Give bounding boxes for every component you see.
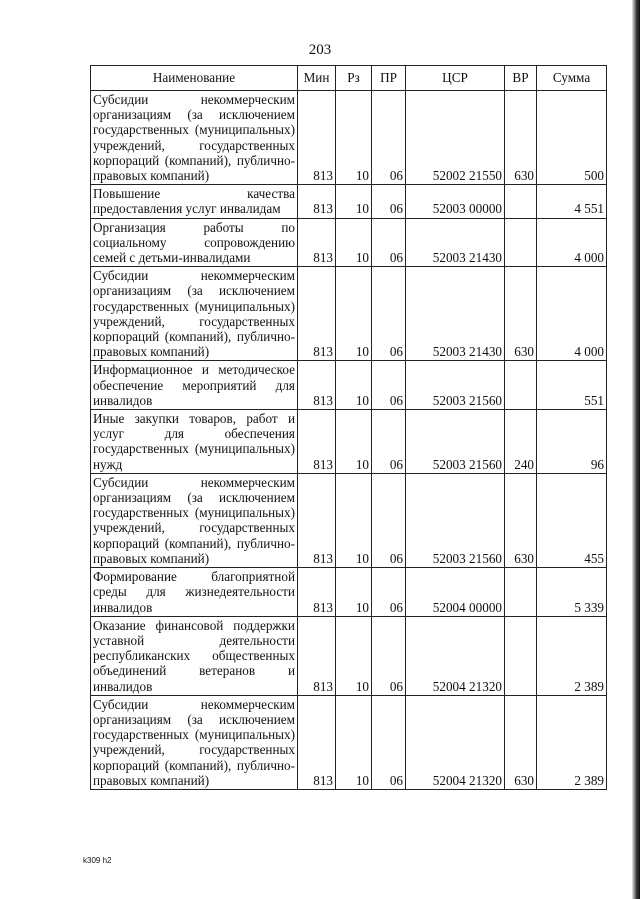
row-csr: 52004 00000: [406, 568, 505, 617]
row-sum: 5 339: [537, 568, 607, 617]
table-row: [91, 616, 607, 695]
row-rz: 10: [336, 361, 372, 410]
table-row: [91, 568, 607, 617]
row-sum: 96: [537, 410, 607, 474]
row-pr: 06: [372, 568, 406, 617]
row-name: Формирование благоприятной среды для жизнедеятельности инвалидов: [91, 568, 298, 617]
row-vr: [505, 616, 537, 695]
row-sum: 4 000: [537, 267, 607, 361]
row-sum: 4 000: [537, 218, 607, 267]
header-name: Наименование: [91, 66, 298, 91]
row-vr: 630: [505, 695, 537, 789]
row-vr: 630: [505, 473, 537, 567]
row-vr: [505, 568, 537, 617]
table-row: [91, 361, 607, 410]
table-row: [91, 218, 607, 267]
row-name: Субсидии некоммерческим организациям (за исключением государственных (муниципальных) учреждений, государственных корпораций (компаний), публично-правовых компаний): [91, 695, 298, 789]
row-pr: 06: [372, 473, 406, 567]
row-pr: 06: [372, 218, 406, 267]
row-name: Иные закупки товаров, работ и услуг для обеспечения государственных (муниципальных) нужд: [91, 410, 298, 474]
row-rz: 10: [336, 218, 372, 267]
row-name: Субсидии некоммерческим организациям (за исключением государственных (муниципальных) учреждений, государственных корпораций (компаний), публично-правовых компаний): [91, 473, 298, 567]
row-sum: 2 389: [537, 616, 607, 695]
row-csr: 52003 21560: [406, 410, 505, 474]
row-rz: 10: [336, 568, 372, 617]
header-min: Мин: [298, 66, 336, 91]
row-min: 813: [298, 361, 336, 410]
row-csr: 52002 21550: [406, 91, 505, 185]
row-min: 813: [298, 267, 336, 361]
budget-table-container: [90, 65, 606, 790]
row-csr: 52003 21560: [406, 361, 505, 410]
row-csr: 52004 21320: [406, 616, 505, 695]
row-name: Повышение качества предоставления услуг инвалидам: [91, 185, 298, 218]
footer-code: k309 h2: [83, 856, 112, 865]
row-rz: 10: [336, 473, 372, 567]
row-rz: 10: [336, 410, 372, 474]
row-sum: 500: [537, 91, 607, 185]
row-sum: 4 551: [537, 185, 607, 218]
row-pr: 06: [372, 267, 406, 361]
table-body: [91, 91, 607, 790]
row-sum: 551: [537, 361, 607, 410]
row-min: 813: [298, 218, 336, 267]
row-vr: [505, 218, 537, 267]
row-pr: 06: [372, 410, 406, 474]
row-pr: 06: [372, 185, 406, 218]
row-vr: 630: [505, 91, 537, 185]
row-vr: 630: [505, 267, 537, 361]
row-name: Организация работы по социальному сопровождению семей с детьми-инвалидами: [91, 218, 298, 267]
row-min: 813: [298, 616, 336, 695]
row-rz: 10: [336, 616, 372, 695]
row-pr: 06: [372, 695, 406, 789]
row-vr: 240: [505, 410, 537, 474]
table-row: [91, 91, 607, 185]
row-csr: 52003 21430: [406, 218, 505, 267]
row-sum: 2 389: [537, 695, 607, 789]
row-name: Субсидии некоммерческим организациям (за исключением государственных (муниципальных) учреждений, государственных корпораций (компаний), публично-правовых компаний): [91, 267, 298, 361]
row-min: 813: [298, 473, 336, 567]
scan-edge-shadow: [632, 0, 640, 899]
header-csr: ЦСР: [406, 66, 505, 91]
table-header-row: [91, 66, 607, 91]
row-pr: 06: [372, 91, 406, 185]
row-min: 813: [298, 185, 336, 218]
table-row: [91, 410, 607, 474]
row-pr: 06: [372, 361, 406, 410]
table-row: [91, 267, 607, 361]
budget-table: [90, 65, 607, 790]
row-name: Информационное и методическое обеспечение мероприятий для инвалидов: [91, 361, 298, 410]
row-csr: 52003 21430: [406, 267, 505, 361]
row-csr: 52003 00000: [406, 185, 505, 218]
header-rz: Рз: [336, 66, 372, 91]
row-rz: 10: [336, 91, 372, 185]
page-number: 203: [308, 42, 332, 58]
header-sum: Сумма: [537, 66, 607, 91]
table-row: [91, 473, 607, 567]
row-pr: 06: [372, 616, 406, 695]
row-csr: 52003 21560: [406, 473, 505, 567]
row-rz: 10: [336, 185, 372, 218]
row-min: 813: [298, 695, 336, 789]
row-min: 813: [298, 410, 336, 474]
row-name: Субсидии некоммерческим организациям (за исключением государственных (муниципальных) учреждений, государственных корпораций (компаний), публично-правовых компаний): [91, 91, 298, 185]
header-vr: ВР: [505, 66, 537, 91]
row-csr: 52004 21320: [406, 695, 505, 789]
table-row: [91, 695, 607, 789]
row-rz: 10: [336, 267, 372, 361]
row-min: 813: [298, 91, 336, 185]
row-min: 813: [298, 568, 336, 617]
header-pr: ПР: [372, 66, 406, 91]
row-sum: 455: [537, 473, 607, 567]
row-vr: [505, 185, 537, 218]
row-rz: 10: [336, 695, 372, 789]
row-name: Оказание финансовой поддержки уставной деятельности республиканских общественных объединений ветеранов и инвалидов: [91, 616, 298, 695]
table-row: [91, 185, 607, 218]
row-vr: [505, 361, 537, 410]
